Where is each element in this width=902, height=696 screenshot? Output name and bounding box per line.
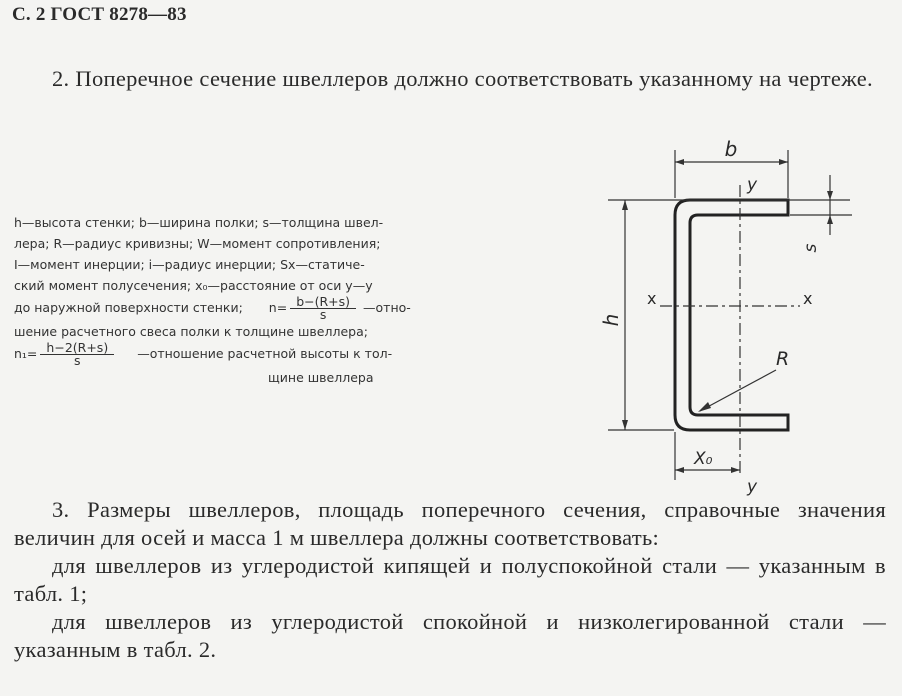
legend-line-5 [14,296,554,321]
formula-n1-numerator: h−2(R+s) [40,342,114,355]
label-y-top: y [747,175,758,195]
label-s: s [801,243,821,253]
x0-arrow-left [675,467,684,473]
legend-line-5-text: до наружной поверхности стенки; [14,300,243,315]
legend-line-4: ский момент полусечения; x₀—расстояние от оси y—y [14,278,373,293]
s-arrow-top [827,191,833,200]
section-3 [14,496,886,664]
channel-cross-section-drawing [590,130,860,500]
b-arrow-right [779,159,788,165]
symbol-legend [14,212,554,388]
legend-line-5-tail: —отно- [363,300,411,315]
label-R: R [776,348,790,370]
R-leader-line [700,370,776,411]
label-x0: X₀ [694,449,713,469]
formula-n1-denominator: s [74,353,81,367]
s-arrow-bottom [827,215,833,224]
h-arrow-top [622,200,628,210]
legend-line-6: шение расчетного свеса полки к толщине швеллера; [14,324,368,339]
section-3-paragraph-1: 3. Размеры швеллеров, площадь поперечного сечения, справочные значения величин для осей и масса 1 м швеллера должны соответствовать: [14,497,886,550]
page-header: С. 2 ГОСТ 8278—83 [12,4,187,25]
section-2-text: 2. Поперечное сечение швеллеров должно соответствовать указанному на чертеже. [52,66,873,91]
legend-line-7 [14,342,554,367]
formula-n-denominator: s [319,307,327,321]
legend-line-7-tail: —отношение расчетной высоты к тол- [137,346,393,361]
h-arrow-bottom [622,420,628,430]
label-y-bottom: y [747,477,758,497]
channel-profile [675,200,788,430]
formula-n1-label: n₁= [14,346,38,361]
x0-arrow-right [731,467,740,473]
legend-line-3: I—момент инерции; i—радиус инерции; Sx—статиче- [14,257,365,272]
legend-line-1: h—высота стенки; b—ширина полки; s—толщина швел- [14,215,384,230]
b-arrow-left [675,159,684,165]
section-3-paragraph-2: для швеллеров из углеродистой кипящей и полуспокойной стали — указанным в табл. 1; [14,553,886,606]
legend-line-2: лера; R—радиус кривизны; W—момент сопротивления; [14,236,381,251]
label-x-left: x [647,289,657,308]
legend-line-8: щине швеллера [268,370,374,385]
label-b: b [724,137,738,161]
section-3-paragraph-3: для швеллеров из углеродистой спокойной и низколегированной стали — указанным в табл. 2. [14,609,886,662]
label-h: h [599,313,623,327]
formula-n-numerator: b−(R+s) [290,296,356,309]
formula-n-fraction [290,296,356,321]
label-x-right: x [803,289,813,308]
formula-n1-fraction [40,342,114,367]
formula-n-label: n= [268,300,288,315]
R-arrow [698,402,711,412]
